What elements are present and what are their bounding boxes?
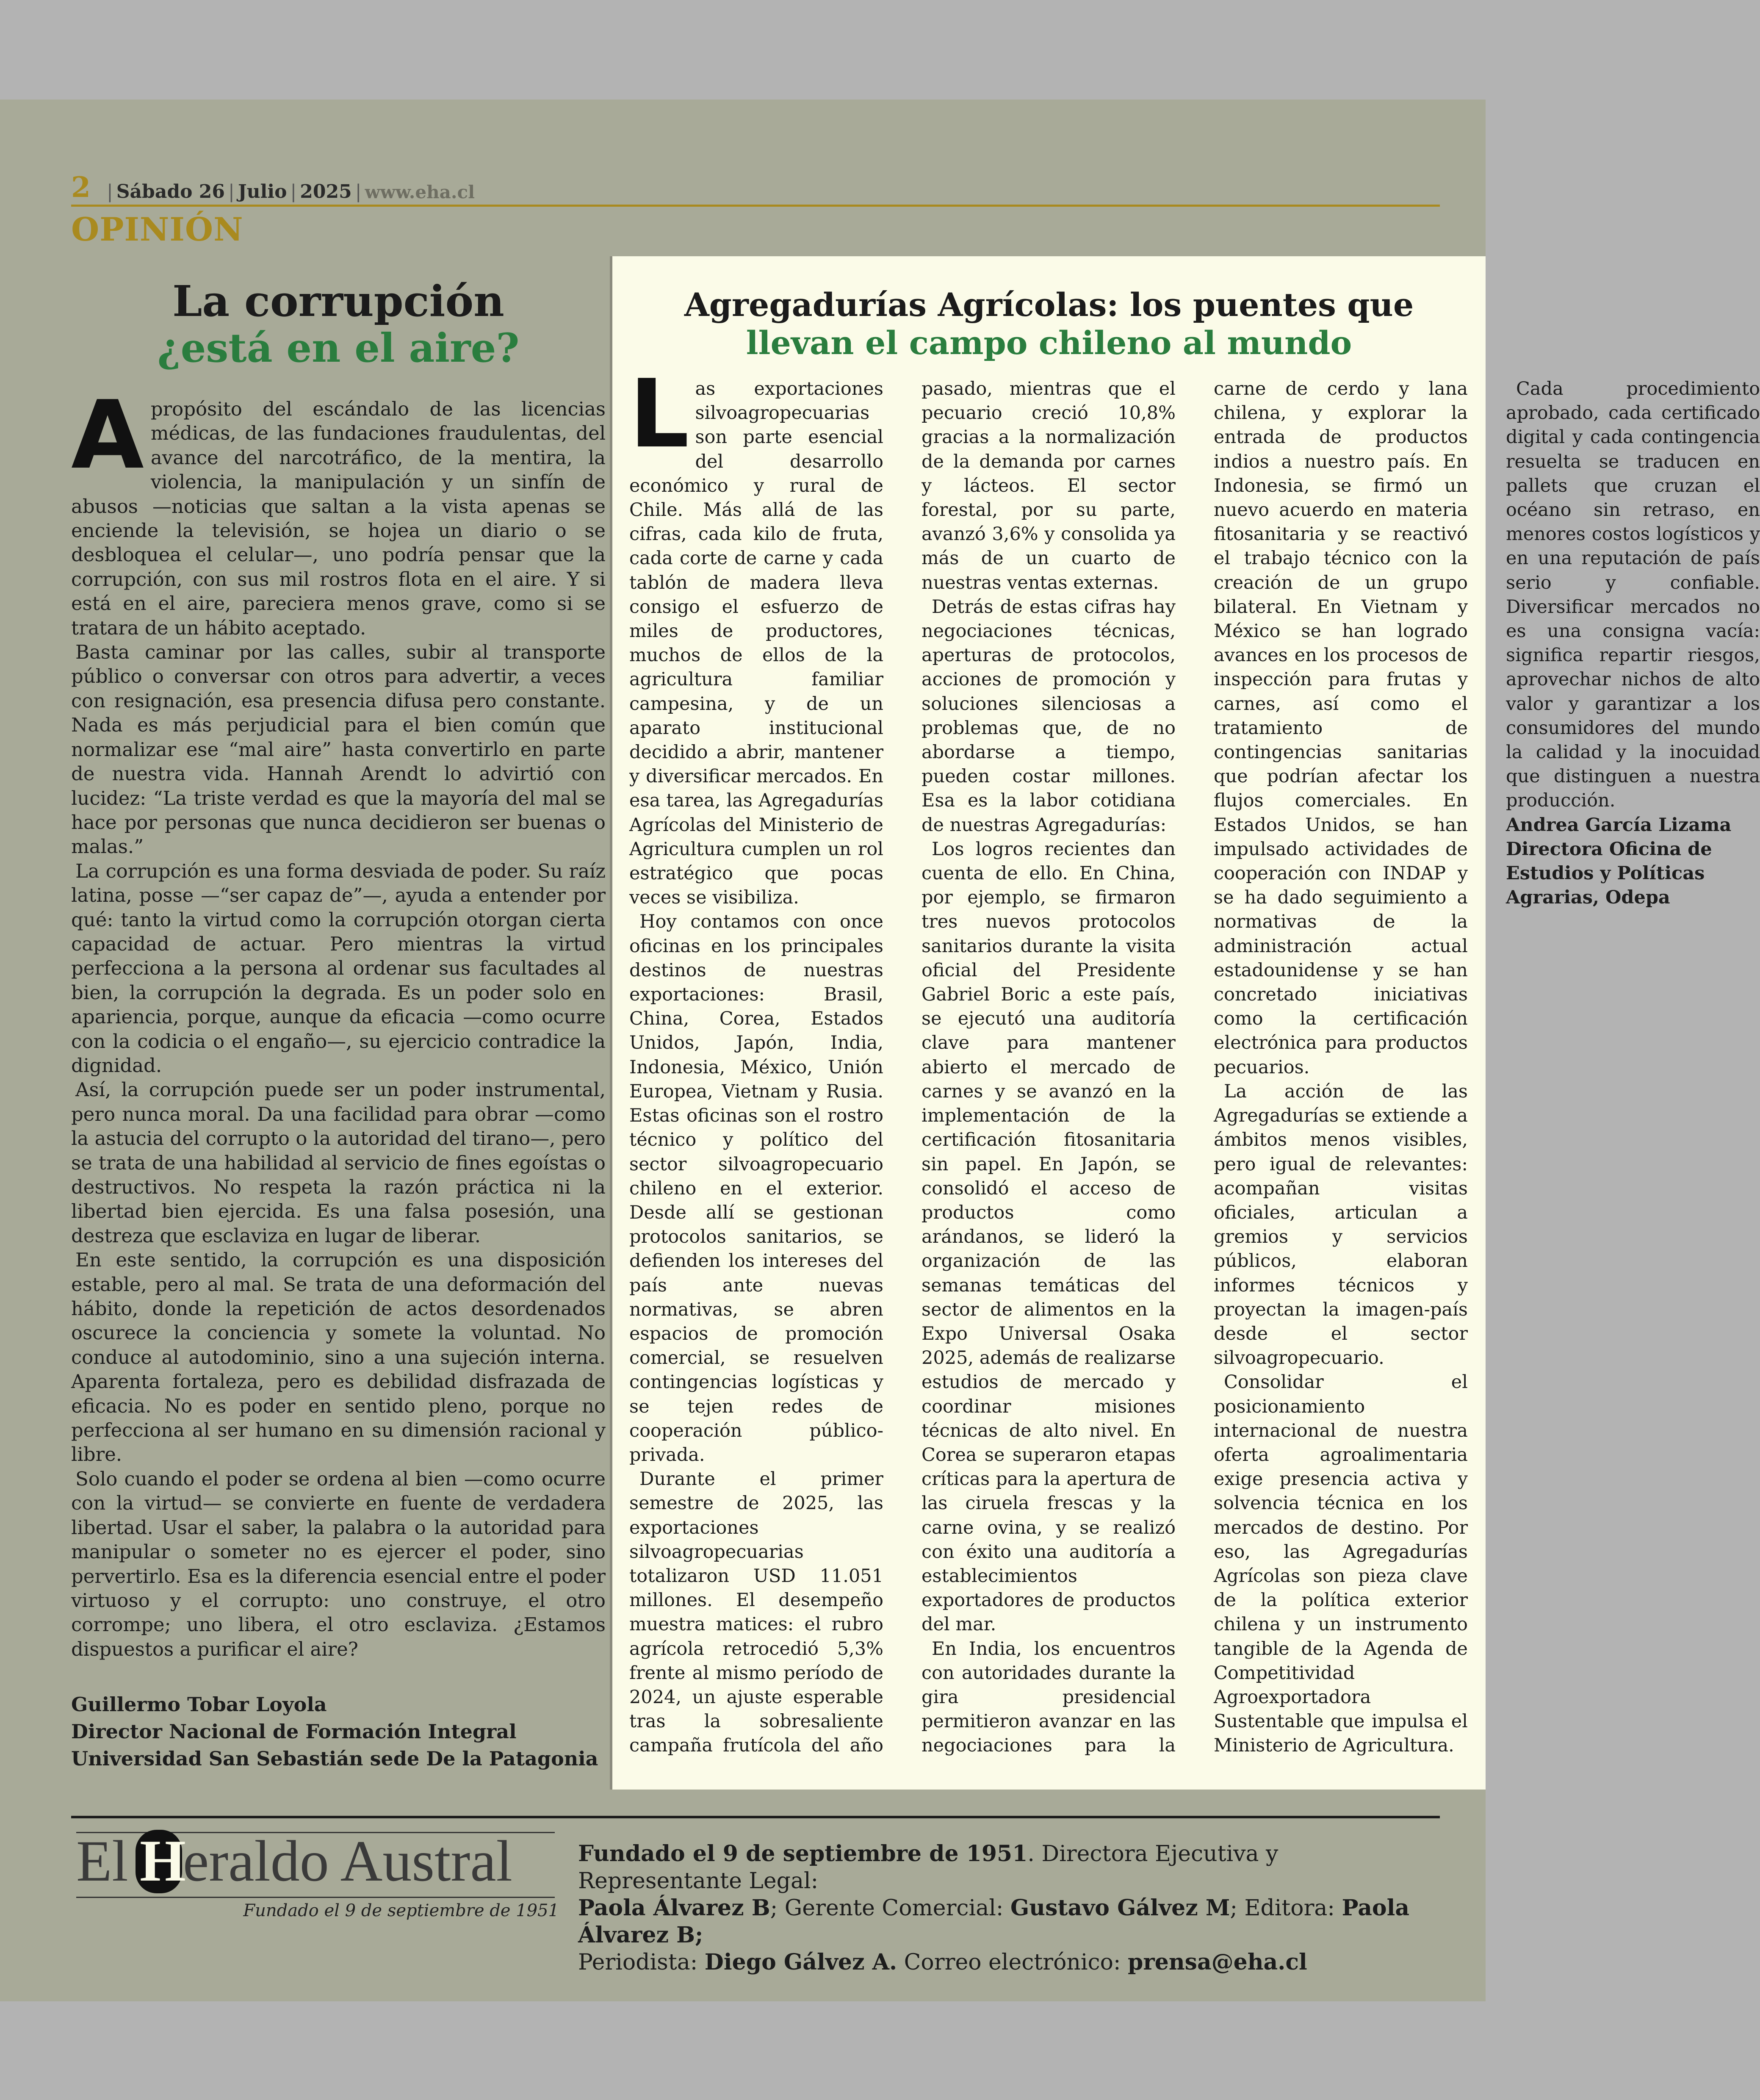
newspaper-logo (76, 1826, 559, 1923)
paragraph: Cada procedimiento aprobado, cada certificado digital y cada contingencia resuelta se traducen en pallets que cruzan el océano sin retraso, en menores costos logísticos y en una reputación de país serio y confiable. Diversificar mercados no es una consigna vacía: significa repartir riesgos, aprovechar nichos de alto valor y garantizar a los consumidores del mundo la calidad y la inocuidad que distinguen a nuestra producción. (1506, 378, 1760, 812)
header-rule (71, 205, 1440, 207)
issue-day: Sábado 26 (116, 181, 225, 202)
drop-cap: L (629, 360, 689, 469)
author-organization: Universidad San Sebastián sede De la Patagonia (71, 1747, 598, 1770)
executive-director: Paola Álvarez B (578, 1895, 770, 1921)
paragraph: Así, la corrupción puede ser un poder instrumental, pero nunca moral. Da una facilidad para obrar —como la astucia del corrupto o la autoridad del tirano—, pero se trata de una habilidad al servicio de fines egoístas o destructivos. No respeta la razón práctica ni la libertad bien ejercida. Es una falsa posesión, una destreza que esclaviza en lugar de liberar. (71, 1078, 606, 1247)
drop-cap: A (71, 381, 144, 490)
footer-rule (71, 1816, 1440, 1818)
page-number: 2 (71, 171, 91, 204)
left-article-subtitle: ¿está en el aire? (157, 325, 520, 371)
author-name: Andrea García Lizama (1506, 814, 1732, 836)
section-title: OPINIÓN (71, 211, 244, 248)
paragraph: Consolidar el posicionamiento internacional de nuestra oferta agroalimentaria exige presencia activa y solvencia técnica en los mercados de destino. Por eso, las Agregadurías Agrícolas son pieza clave de la política exterior chilena y un instrumento tangible de la Agenda de Competitividad Agroexportadora Sustentable que impulsa el Ministerio de Agricultura. (1214, 1371, 1468, 1756)
newspaper-page (0, 100, 1760, 2001)
issue-year: 2025 (300, 181, 352, 202)
author-role: Estudios y Políticas (1506, 862, 1705, 884)
author-role: Agrarias, Odepa (1506, 887, 1670, 908)
right-article-body (629, 360, 1760, 1775)
commercial-manager: Gustavo Gálvez M (1010, 1895, 1230, 1921)
author-role: Directora Oficina de (1506, 838, 1712, 860)
logo-wordmark (76, 1826, 559, 1898)
left-article-body (71, 381, 606, 1661)
journalist: Diego Gálvez A. (704, 1949, 897, 1975)
right-author-signature (1506, 813, 1760, 910)
svg-text:El: El (76, 1828, 128, 1893)
email-link[interactable]: prensa@eha.cl (1128, 1949, 1307, 1975)
svg-text:eraldo Austral: eraldo Austral (183, 1828, 512, 1893)
left-article (71, 277, 606, 1772)
paragraph: En India, los encuentros con autoridades durante la gira presidencial permitieron avanzar en las negociaciones para la carne de cerdo y lana chilena, y explorar la entrada de productos indios a nuestro país. En Indonesia, se firmó un nuevo acuerdo en materia fitosanitaria y se reactivó el trabajo técnico con la creación de un grupo bilateral. En Vietnam y México se han logrado avances en los procesos de inspección para frutas y carnes, así como el tratamiento de contingencias sanitarias que podrían afectar los flujos comerciales. En Estados Unidos, se han impulsado actividades de cooperación con INDAP y se ha dado seguimiento a normativas de la administración actual estadounidense y se han concretado iniciativas como la certificación electrónica para productos pecuarios. (922, 378, 1468, 1756)
left-article-title: La corrupción (172, 276, 504, 326)
right-article (610, 256, 1760, 1790)
masthead-info: Fundado el 9 de septiembre de 1951. Directora Ejecutiva y Representante Legal: Paola Álvarez B; Gerente Comercial: Gustavo Gálvez M; Editora: Paola Álvarez B; Periodista: Diego Gálvez A. Correo electrónico: prensa@eha.cl (578, 1841, 1410, 1975)
paragraph: Apropósito del escándalo de las licencias médicas, de las fundaciones fraudulentas, del avance del narcotráfico, de la mentira, la violencia, la manipulación y un sinfín de abusos —noticias que saltan a la vista apenas se enciende la televisión, se hojea un diario o se desbloquea el celular—, uno podría pensar que la corrupción, con sus mil rostros flota en el aire. Y si está en el aire, pareciera menos grave, como si se tratara de un hábito aceptado. (71, 381, 606, 639)
right-article-title: Agregadurías Agrícolas: los puentes que (684, 286, 1414, 324)
paragraph: Detrás de estas cifras hay negociaciones técnicas, aperturas de protocolos, acciones de promoción y soluciones silenciosas a problemas que, de no abordarse a tiempo, pueden costar millones. Esa es la labor cotidiana de nuestras Agregadurías: (922, 596, 1176, 836)
paragraph: En este sentido, la corrupción es una disposición estable, pero al mal. Se trata de una deformación del hábito, donde la repetición de actos desordenados oscurece la conciencia y somete la voluntad. No conduce al autodominio, sino a una sujeción interna. Aparenta fortaleza, pero es debilidad disfrazada de eficacia. No es poder en sentido pleno, porque no perfecciona al ser humano en su dimensión racional y libre. (71, 1249, 606, 1466)
paragraph: Basta caminar por las calles, subir al transporte público o conversar con otros para advertir, a veces con resignación, esa presencia difusa pero constante. Nada es más perjudicial para el bien común que normalizar ese “mal aire” hasta convertirlo en parte de nuestra vida. Hannah Arendt lo advirtió con lucidez: “La triste verdad es que la mayoría del mal se hace por personas que nunca decidieron ser buenas o malas.” (71, 641, 606, 858)
paragraph: Los logros recientes dan cuenta de ello. En China, por ejemplo, se firmaron tres nuevos protocolos sanitarios durante la visita oficial del Presidente Gabriel Boric a este país, se ejecutó una auditoría clave para mantener abierto el mercado de carnes y se avanzó en la implementación de la certificación fitosanitaria sin papel. En Japón, se consolidó el acceso de productos como arándanos, se lideró la organización de las semanas temáticas del sector de alimentos en la Expo Universal Osaka 2025, además de realizarse estudios de mercado y coordinar misiones técnicas de alto nivel. En Corea se superaron etapas críticas para la apertura de las ciruela frescas y la carne ovina, y se realizó con éxito una auditoría a establecimientos exportadores de productos del mar. (922, 838, 1176, 1635)
paragraph: Solo cuando el poder se ordena al bien —como ocurre con la virtud— se convierte en fuente de verdadera libertad. Usar el saber, la palabra o la autoridad para manipular o someter no es ejercer el poder, sino pervertirlo. Esa es la diferencia esencial entre el poder virtuoso y el corrupto: uno construye, el otro corrompe; uno libera, el otro esclaviza. ¿Estamos dispuestos a purificar el aire? (71, 1467, 606, 1660)
page-header: 2 | Sábado 26 | Julio | 2025 | www.eha.cl (71, 171, 475, 204)
website-link[interactable]: www.eha.cl (365, 182, 475, 202)
founded-date: Fundado el 9 de septiembre de 1951 (578, 1841, 1028, 1867)
right-article-subtitle: llevan el campo chileno al mundo (746, 324, 1352, 362)
paragraph: Las exportaciones silvoagropecuarias son parte esencial del desarrollo económico y rural de Chile. Más allá de las cifras, cada kilo de fruta, cada corte de carne y cada tablón de madera lleva consigo el esfuerzo de miles de productores, muchos de ellos de la agricultura familiar campesina, y de un aparato institucional decidido a abrir, mantener y diversificar mercados. En esa tarea, las Agregadurías Agrícolas del Ministerio de Agricultura cumplen un rol estratégico que pocas veces se visibiliza. (629, 360, 883, 909)
paragraph: La corrupción es una forma desviada de poder. Su raíz latina, posse —“ser capaz de”—, ayuda a entender por qué: tanto la virtud como la corrupción otorgan cierta capacidad de actuar. Pero mientras la virtud perfecciona a la persona al ordenar sus facultades al bien, la corrupción la degrada. Es un poder solo en apariencia, porque, aunque da eficacia —como ocurre con la codicia o el engaño—, su ejercicio contradice la dignidad. (71, 859, 606, 1077)
logo-tagline: Fundado el 9 de septiembre de 1951 (243, 1901, 559, 1920)
paragraph: La acción de las Agregadurías se extiende a ámbitos menos visibles, pero igual de relevantes: acompañan visitas oficiales, articulan a gremios y servicios públicos, elaboran informes técnicos y proyectan la imagen-país desde el sector silvoagropecuario. (1214, 1080, 1468, 1369)
svg-text:H: H (140, 1828, 186, 1894)
left-author-signature (71, 1691, 606, 1772)
author-role: Director Nacional de Formación Integral (71, 1720, 517, 1743)
paragraph: Durante el primer semestre de 2025, las exportaciones silvoagropecuarias totalizaron USD 11.051 millones. El desempeño muestra matices: el rubro agrícola retrocedió 5,3% frente al mismo período de 2024, un ajuste esperable tras la sobresaliente campaña frutícola del año pasado, mientras que el pecuario creció 10,8% gracias a la normalización de la demanda por carnes y lácteos. El sector forestal, por su parte, avanzó 3,6% y consolida ya más de un cuarto de nuestras ventas externas. (629, 378, 1176, 1756)
editor: Paola Álvarez B; (578, 1895, 1410, 1948)
paragraph: Hoy contamos con once oficinas en los principales destinos de nuestras exportaciones: Brasil, China, Corea, Estados Unidos, Japón, India, Indonesia, México, Unión Europea, Vietnam y Rusia. Estas oficinas son el rostro técnico y político del sector silvoagropecuario chileno en el exterior. Desde allí se gestionan protocolos sanitarios, se defienden los intereses del país ante nuevas normativas, se abren espacios de promoción comercial, se resuelven contingencias logísticas y se tejen redes de cooperación público-privada. (629, 911, 883, 1466)
issue-month: Julio (238, 181, 287, 202)
author-name: Guillermo Tobar Loyola (71, 1693, 327, 1716)
